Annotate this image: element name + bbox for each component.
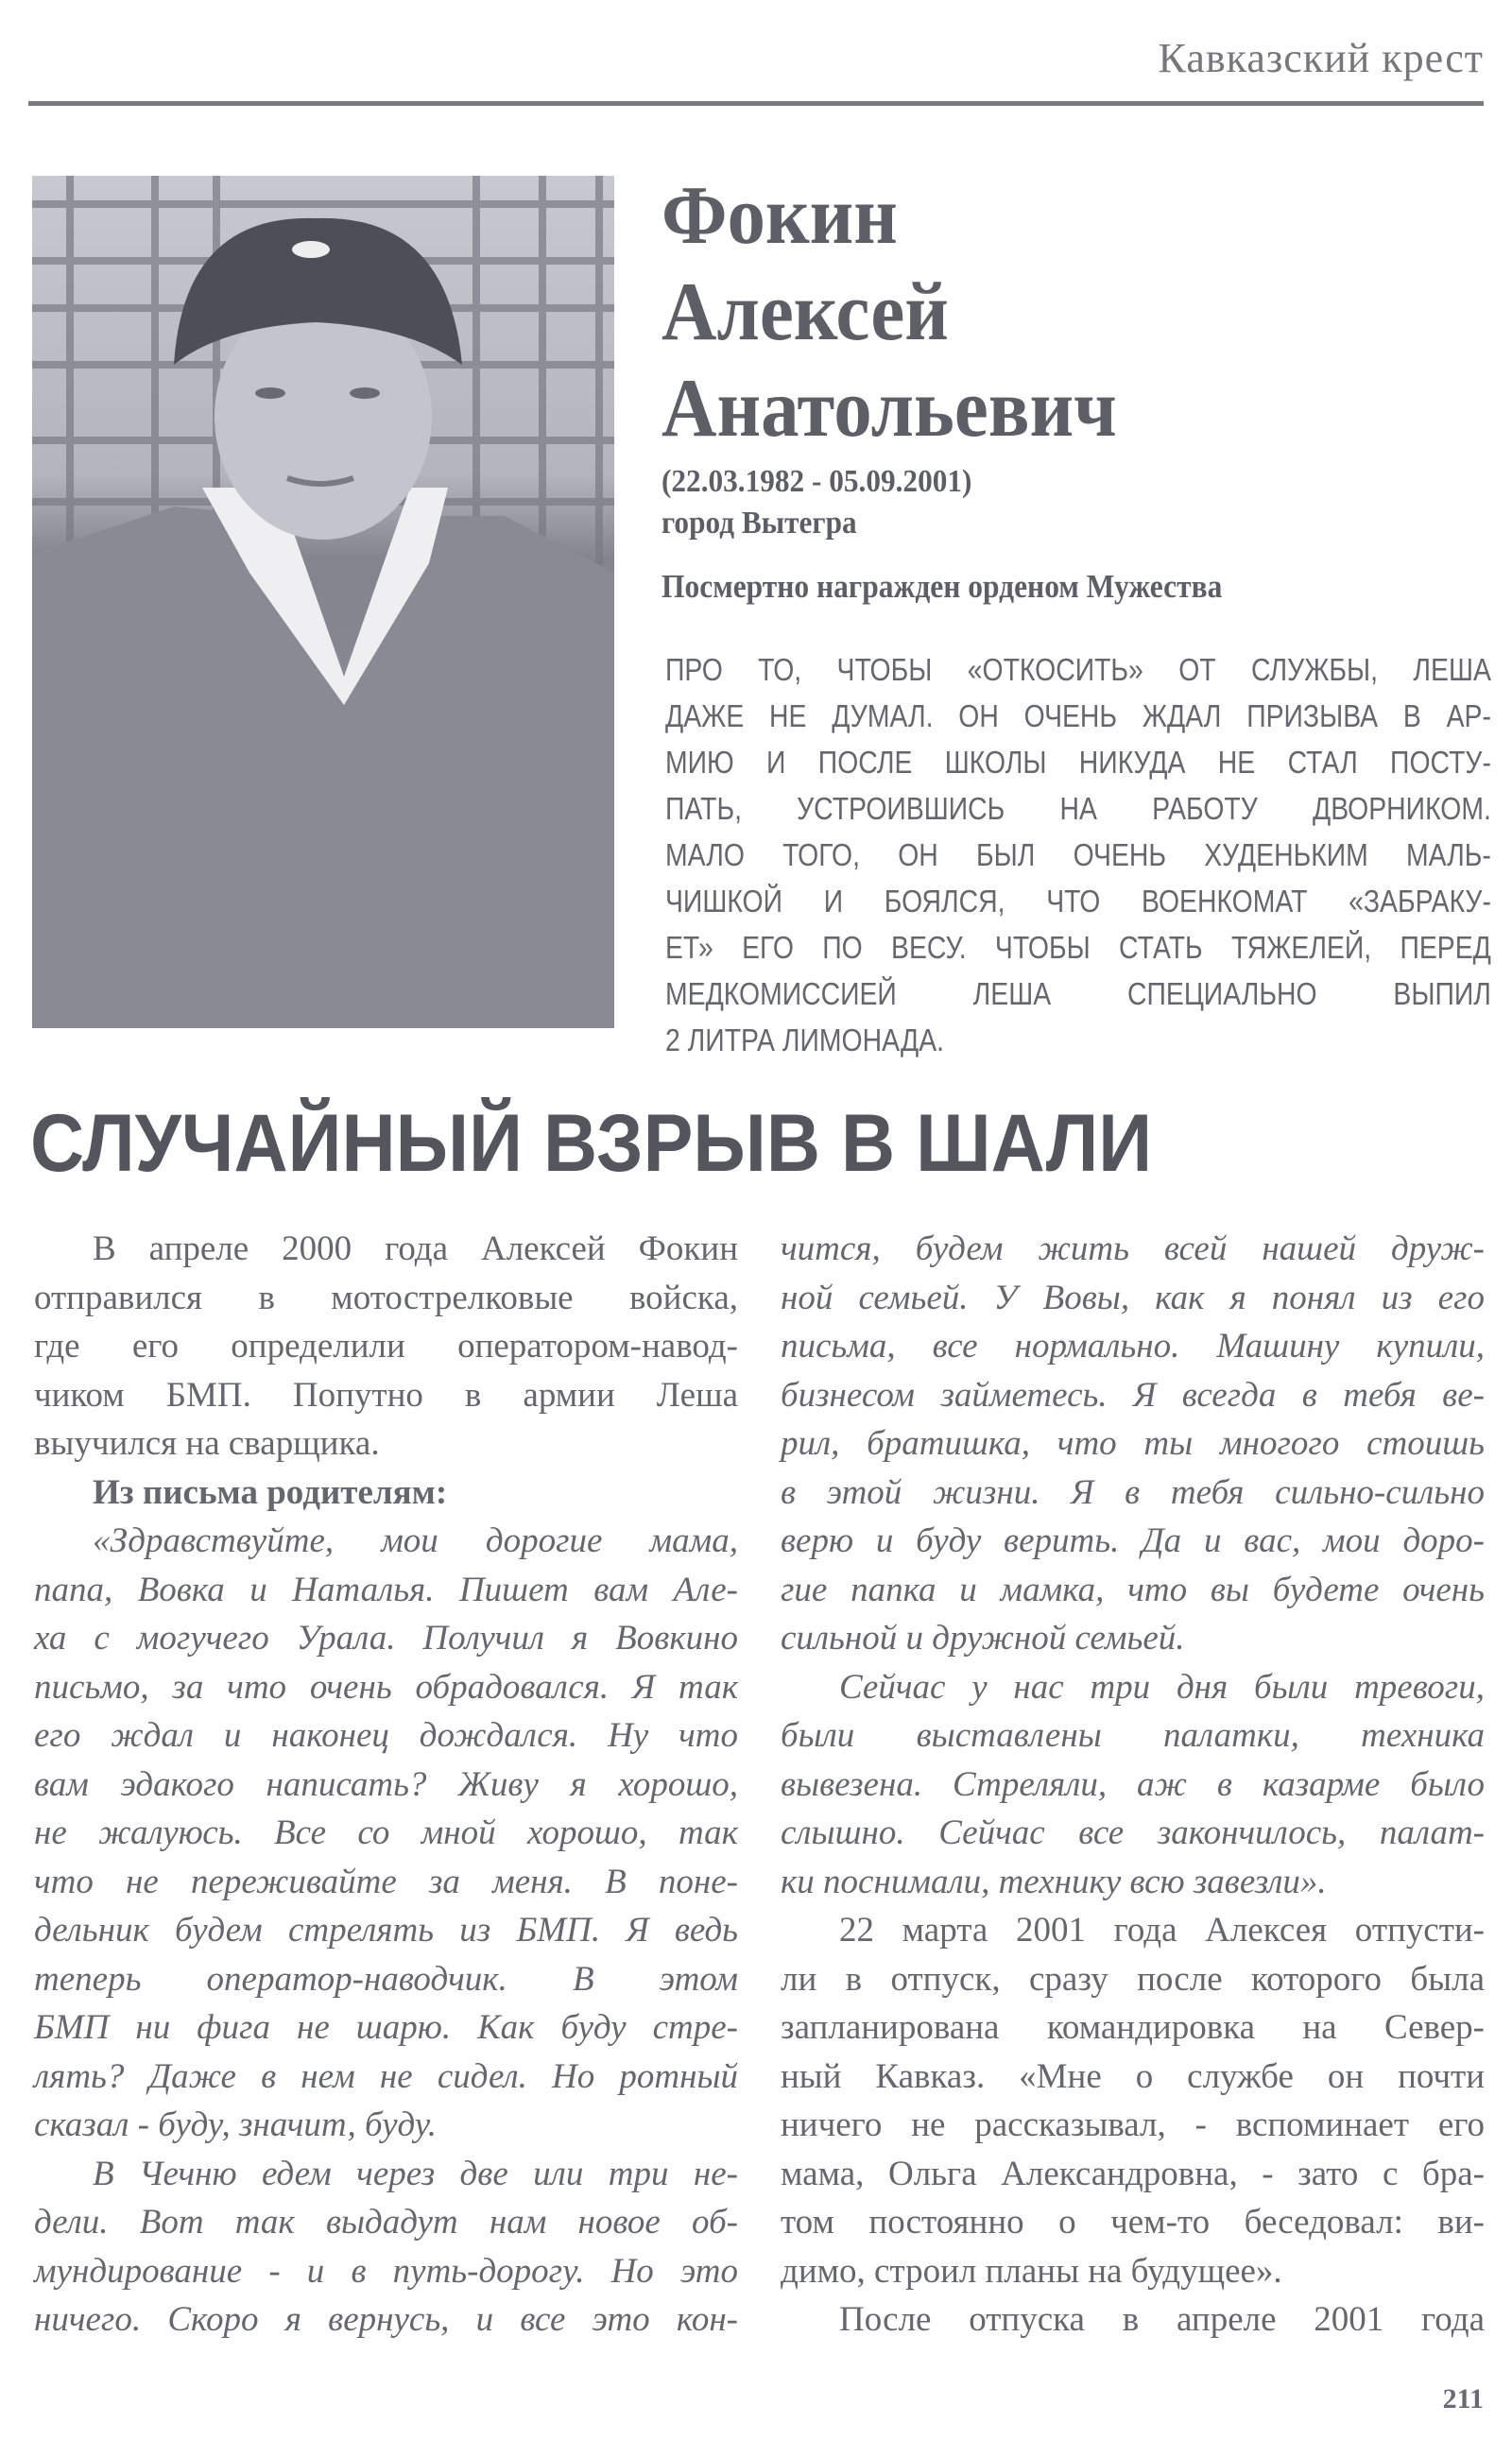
text-line: димо, строил планы на будущее». <box>781 2251 1282 2291</box>
text-line: ничего не рассказывал, - вспоминает его <box>781 2105 1485 2144</box>
person-name-block <box>662 168 1493 609</box>
text-line: вывезена. Стреляли, аж в казарме было <box>781 1764 1485 1804</box>
text-line: сказал - буду, значит, буду. <box>34 2105 438 2144</box>
text-line: ха с могучего Урала. Получил я Вовкино <box>34 1619 738 1658</box>
text-line: Из письма родителям: <box>93 1472 448 1512</box>
page-number: 211 <box>1442 2383 1484 2414</box>
text-line: в этой жизни. Я в тебя сильно-сильно <box>781 1472 1485 1512</box>
text-line: его ждал и наконец дождался. Ну что <box>34 1716 738 1755</box>
text-line: что не переживайте за меня. В поне- <box>34 1862 738 1901</box>
text-line: чится, будем жить всей нашей друж- <box>781 1229 1485 1268</box>
text-line: мундирование - и в путь-дорогу. Но это <box>34 2251 738 2291</box>
text-line: ный Кавказ. «Мне о службе он почти <box>781 2056 1485 2096</box>
text-line: письма, все нормально. Машину купили, <box>781 1327 1485 1366</box>
text-line: были выставлены палатки, техника <box>781 1716 1485 1755</box>
intro-line: МАЛО ТОГО, ОН БЫЛ ОЧЕНЬ ХУДЕНЬКИМ МАЛЬ- <box>665 837 1491 872</box>
text-line: 22 марта 2001 года Алексея отпусти- <box>839 1911 1485 1950</box>
text-line: слышно. Сейчас все закончилось, палат- <box>781 1813 1485 1852</box>
text-line: Сейчас у нас три дня были тревоги, <box>839 1667 1485 1707</box>
text-line: лять? Даже в нем не сидел. Но ротный <box>34 2056 738 2096</box>
text-line: «Здравствуйте, мои дорогие мама, <box>93 1521 738 1560</box>
text-line: папа, Вовка и Наталья. Пишет вам Але- <box>34 1570 738 1609</box>
portrait-photo <box>32 176 614 1028</box>
text-line: ли в отпуск, сразу после которого была <box>781 1959 1485 1999</box>
text-line: ной семьей. У Вовы, как я понял из его <box>781 1278 1485 1317</box>
text-line: том постоянно о чем-то беседовал: ви- <box>781 2203 1485 2242</box>
text-line: письмо, за что очень обрадовался. Я так <box>34 1667 738 1707</box>
life-dates: (22.03.1982 - 05.09.2001) <box>662 464 972 499</box>
text-line: чиком БМП. Попутно в армии Леша <box>34 1375 738 1415</box>
text-line: бизнесом займетесь. Я всегда в тебя ве- <box>781 1375 1485 1415</box>
intro-paragraph <box>665 646 1493 1063</box>
intro-line: ПРО ТО, ЧТОБЫ «ОТКОСИТЬ» ОТ СЛУЖБЫ, ЛЕША <box>665 652 1491 687</box>
text-line: отправился в мотострелковые войска, <box>34 1278 738 1317</box>
intro-line: МЕДКОМИССИЕЙ ЛЕША СПЕЦИАЛЬНО ВЫПИЛ <box>665 976 1491 1011</box>
article-title: СЛУЧАЙНЫЙ ВЗРЫВ В ШАЛИ <box>30 1098 1153 1189</box>
intro-line: ЧИШКОЙ И БОЯЛСЯ, ЧТО ВОЕНКОМАТ «ЗАБРАКУ- <box>665 884 1491 919</box>
first-name: Алексей <box>662 266 949 358</box>
text-line: дели. Вот так выдадут нам новое об- <box>34 2203 738 2242</box>
intro-line: ПАТЬ, УСТРОИВШИСЬ НА РАБОТУ ДВОРНИКОМ. <box>665 791 1491 826</box>
text-line: БМП ни фига не шарю. Как буду стре- <box>34 2008 738 2047</box>
text-line: запланирована командировка на Север- <box>781 2008 1485 2047</box>
hometown: город Вытегра <box>662 506 857 541</box>
intro-line: МИЮ И ПОСЛЕ ШКОЛЫ НИКУДА НЕ СТАЛ ПОСТУ- <box>665 745 1491 780</box>
patronymic: Анатольевич <box>662 363 1117 455</box>
left-column <box>34 1225 738 2345</box>
text-line: сильной и дружной семьей. <box>781 1619 1185 1658</box>
text-line: В апреле 2000 года Алексей Фокин <box>93 1229 738 1268</box>
surname: Фокин <box>662 170 898 262</box>
text-line: где его определили оператором-навод- <box>34 1327 738 1366</box>
award-line: Посмертно награжден орденом Мужества <box>662 568 1223 605</box>
text-line: В Чечню едем через две или три не- <box>93 2154 738 2193</box>
text-line: мама, Ольга Александровна, - зато с бра- <box>781 2154 1485 2193</box>
intro-line: ЕТ» ЕГО ПО ВЕСУ. ЧТОБЫ СТАТЬ ТЯЖЕЛЕЙ, ПЕРЕД <box>665 930 1491 965</box>
text-line: теперь оператор-наводчик. В этом <box>34 1959 738 1999</box>
text-line: верю и буду верить. Да и вас, мои доро- <box>781 1521 1485 1560</box>
text-line: После отпуска в апреле 2001 года <box>839 2300 1485 2339</box>
text-line: ки поснимали, технику всю завезли». <box>781 1862 1327 1901</box>
text-line: не жалуюсь. Все со мной хорошо, так <box>34 1813 738 1852</box>
intro-line: ДАЖЕ НЕ ДУМАЛ. ОН ОЧЕНЬ ЖДАЛ ПРИЗЫВА В АР- <box>665 698 1491 733</box>
text-line: ничего. Скоро я вернусь, и все это кон- <box>34 2300 738 2339</box>
intro-line: 2 ЛИТРА ЛИМОНАДА. <box>665 1022 945 1057</box>
text-line: выучился на сварщика. <box>34 1424 380 1463</box>
text-line: гие папка и мамка, что вы будете очень <box>781 1570 1485 1609</box>
right-column <box>781 1225 1485 2345</box>
header-rule <box>28 101 1484 106</box>
running-head: Кавказский крест <box>1158 35 1484 81</box>
text-line: рил, братишка, что ты многого стоишь <box>781 1424 1485 1463</box>
text-line: вам эдакого написать? Живу я хорошо, <box>34 1764 738 1804</box>
portrait-image-icon <box>32 176 614 1028</box>
text-line: дельник будем стрелять из БМП. Я ведь <box>34 1911 738 1950</box>
